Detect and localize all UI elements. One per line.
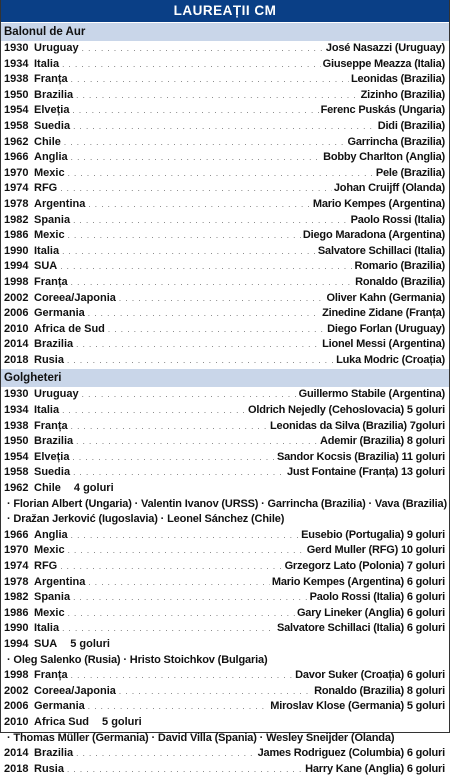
player-name: Johan Cruijff (Olanda) <box>333 182 445 195</box>
year: 1978 <box>4 197 29 210</box>
scorers-list-text: · Oleg Salenko (Rusia) · Hristo Stoichkov (Bulgaria) <box>7 653 268 666</box>
year: 1986 <box>4 606 29 619</box>
table-row <box>1 57 449 73</box>
year: 2018 <box>4 353 29 366</box>
player-name: Ronaldo (Brazilia) <box>355 275 445 288</box>
dot-leader <box>73 119 376 135</box>
dot-leader <box>88 306 320 322</box>
host-country: Suedia <box>34 119 71 132</box>
host-country: Italia <box>34 57 60 70</box>
year: 1982 <box>4 591 29 604</box>
year: 2018 <box>4 762 29 775</box>
table-row <box>1 419 449 435</box>
dot-leader <box>76 746 256 762</box>
year: 1994 <box>4 260 29 273</box>
player-name: Diego Forlan (Uruguay) <box>327 322 445 335</box>
table-row <box>1 135 449 151</box>
player-name: Ferenc Puskás (Ungaria) <box>320 104 445 117</box>
table-row <box>1 465 449 481</box>
dot-leader <box>72 103 318 119</box>
year: 1998 <box>4 669 29 682</box>
host-country: Coreea/Japonia <box>34 684 116 697</box>
host-country: Anglia <box>34 151 68 164</box>
player-name: Didi (Brazilia) <box>377 119 445 132</box>
dot-leader <box>64 135 346 151</box>
dot-leader <box>73 590 308 606</box>
year: 1990 <box>4 244 29 257</box>
host-country: Italia <box>34 404 60 417</box>
table-row <box>1 528 449 544</box>
host-country: Africa de Sud <box>34 322 105 335</box>
table-row <box>1 72 449 88</box>
host-country: Mexic <box>34 544 65 557</box>
table-row <box>1 668 449 684</box>
table-row <box>1 387 449 403</box>
goals-count: 5 goluri <box>102 715 142 728</box>
dot-leader <box>62 403 246 419</box>
dot-leader <box>67 762 303 777</box>
year: 1974 <box>4 560 29 572</box>
year: 1962 <box>4 135 29 148</box>
host-country: Mexic <box>34 229 65 242</box>
table-row <box>1 275 449 291</box>
host-country: Spania <box>34 591 71 604</box>
host-country: Mexic <box>34 166 65 179</box>
host-country: Brazilia <box>34 88 74 101</box>
player-name: Oldrich Nejedly (Cehoslovacia) 5 goluri <box>248 404 445 417</box>
year: 2006 <box>4 700 29 713</box>
goals-count: 5 goluri <box>70 637 110 650</box>
player-name: Bobby Charlton (Anglia) <box>323 151 445 164</box>
table-row <box>1 590 449 606</box>
player-name: Ademir (Brazilia) 8 goluri <box>320 435 445 448</box>
host-country: Elveția <box>34 104 70 117</box>
player-name: Garrincha (Brazilia) <box>347 135 445 148</box>
table-row <box>1 762 449 777</box>
year: 1966 <box>4 528 29 541</box>
section-heading-top-scorers: Golgheteri <box>1 369 449 387</box>
dot-leader <box>119 684 312 700</box>
player-name: Romario (Brazilia) <box>354 260 445 273</box>
dot-leader <box>71 668 294 684</box>
host-country: Chile <box>34 482 61 495</box>
host-country: Anglia <box>34 528 68 541</box>
table-row <box>1 259 449 275</box>
player-name: Zizinho (Brazilia) <box>360 88 445 101</box>
dot-leader <box>82 41 324 57</box>
player-name: Leonidas (Brazilia) <box>351 73 445 86</box>
continuation-row <box>1 512 449 528</box>
year: 1970 <box>4 544 29 557</box>
year: 1974 <box>4 182 29 195</box>
player-name: Davor Suker (Croația) 6 goluri <box>295 669 445 682</box>
dot-leader <box>67 353 334 369</box>
table-row <box>1 606 449 622</box>
dot-leader <box>68 606 295 622</box>
host-country: Rusia <box>34 762 64 775</box>
player-name: Mario Kempes (Argentina) <box>312 197 445 210</box>
table-row <box>1 119 449 135</box>
host-country: Rusia <box>34 353 64 366</box>
host-country: Coreea/Japonia <box>34 291 116 304</box>
year: 2014 <box>4 338 29 351</box>
player-name: Luka Modric (Croația) <box>336 353 445 366</box>
year: 2006 <box>4 307 29 320</box>
player-name: Eusebio (Portugalia) 9 goluri <box>301 528 445 541</box>
host-country: Spania <box>34 213 71 226</box>
year: 1998 <box>4 275 29 288</box>
player-name: Sandor Kocsis (Brazilia) 11 goluri <box>276 450 445 463</box>
dot-leader <box>62 621 275 637</box>
dot-leader <box>88 197 311 213</box>
player-name: Gary Lineker (Anglia) 6 goluri <box>296 606 445 619</box>
table-row <box>1 403 449 419</box>
year: 1990 <box>4 622 29 635</box>
year: 1966 <box>4 151 29 164</box>
dot-leader <box>108 322 325 338</box>
dot-leader <box>68 166 374 182</box>
host-country: Suedia <box>34 466 71 479</box>
year: 1982 <box>4 213 29 226</box>
year: 1950 <box>4 435 29 448</box>
player-name: Paolo Rossi (Italia) 6 goluri <box>309 591 445 604</box>
table-row <box>1 88 449 104</box>
host-country: Brazilia <box>34 338 74 351</box>
host-country: Italia <box>34 622 60 635</box>
year: 2010 <box>4 322 29 335</box>
dot-leader <box>71 419 268 435</box>
dot-leader <box>71 72 349 88</box>
table-row <box>1 197 449 213</box>
year: 1954 <box>4 104 29 117</box>
player-name: Zinedine Zidane (Franța) <box>322 307 445 320</box>
dot-leader <box>62 57 321 73</box>
dot-leader <box>76 88 358 104</box>
table-row <box>1 337 449 353</box>
year: 2010 <box>4 715 29 728</box>
year: 1954 <box>4 450 29 463</box>
dot-leader <box>71 150 321 166</box>
year: 1950 <box>4 88 29 101</box>
dot-leader <box>72 450 275 466</box>
table-row <box>1 450 449 466</box>
table-row <box>1 637 449 653</box>
host-country: Chile <box>34 135 61 148</box>
table-row <box>1 543 449 559</box>
year: 1986 <box>4 229 29 242</box>
player-name: Oliver Kahn (Germania) <box>326 291 445 304</box>
scorers-list-text: · Florian Albert (Ungaria) · Valentin Ivanov (URSS) · Garrincha (Brazilia) · Vava (Brazilia) <box>6 497 447 510</box>
table-row <box>1 41 449 57</box>
host-country: Brazilia <box>34 435 74 448</box>
host-country: Africa Sud <box>34 715 90 728</box>
table-row <box>1 181 449 197</box>
table-row <box>1 291 449 307</box>
dot-leader <box>73 213 349 229</box>
dot-leader <box>68 228 301 244</box>
year: 1934 <box>4 404 29 417</box>
dot-leader <box>119 291 325 307</box>
player-name: Pele (Brazilia) <box>375 166 445 179</box>
dot-leader <box>76 434 318 450</box>
player-name: Miroslav Klose (Germania) 5 goluri <box>270 700 445 713</box>
player-name: Just Fontaine (Franța) 13 goluri <box>286 466 445 479</box>
table-row <box>1 575 449 591</box>
golden-ball-list <box>1 41 449 368</box>
year: 1958 <box>4 466 29 479</box>
table-row <box>1 103 449 119</box>
year: 1938 <box>4 419 29 432</box>
continuation-row <box>1 653 449 669</box>
player-name: José Nasazzi (Uruguay) <box>325 42 445 54</box>
dot-leader <box>62 244 316 260</box>
year: 1970 <box>4 166 29 179</box>
host-country: Uruguay <box>34 42 79 54</box>
dot-leader <box>82 387 297 403</box>
player-name: Leonidas da Silva (Brazilia) 7goluri <box>270 419 445 432</box>
table-row <box>1 322 449 338</box>
host-country: Uruguay <box>34 388 79 401</box>
host-country: Argentina <box>34 575 86 588</box>
dot-leader <box>76 337 320 353</box>
host-country: Brazilia <box>34 747 74 760</box>
table-row <box>1 150 449 166</box>
player-name: Harry Kane (Anglia) 6 goluri <box>305 762 445 775</box>
scorers-list-text: · Dražan Jerković (Iugoslavia) · Leonel Sánchez (Chile) <box>7 513 285 526</box>
dot-leader <box>60 559 282 575</box>
table-row <box>1 244 449 260</box>
year: 2014 <box>4 747 29 760</box>
dot-leader <box>68 543 305 559</box>
year: 2002 <box>4 291 29 304</box>
year: 2002 <box>4 684 29 697</box>
dot-leader <box>88 575 270 591</box>
dot-leader <box>71 528 299 544</box>
host-country: Elveția <box>34 450 70 463</box>
year: 1958 <box>4 119 29 132</box>
player-name: Gerd Muller (RFG) 10 goluri <box>306 544 445 557</box>
player-name: Giuseppe Meazza (Italia) <box>322 57 445 70</box>
scorers-list-text: · Thomas Müller (Germania) · David Villa (Spania) · Wesley Sneijder (Olanda) <box>7 731 395 744</box>
year: 1930 <box>4 42 29 54</box>
host-country: Franța <box>34 669 68 682</box>
host-country: Germania <box>34 700 85 713</box>
dot-leader <box>60 181 332 197</box>
year: 1938 <box>4 73 29 86</box>
table-row <box>1 228 449 244</box>
year: 1994 <box>4 637 29 650</box>
continuation-row <box>1 497 450 513</box>
host-country: SUA <box>34 637 58 650</box>
dot-leader <box>73 465 285 481</box>
dot-leader <box>71 275 353 291</box>
host-country: SUA <box>34 260 58 273</box>
table-row <box>1 715 449 731</box>
player-name: Ronaldo (Brazilia) 8 goluri <box>314 684 445 697</box>
table-row <box>1 621 449 637</box>
player-name: Salvatore Schillaci (Italia) 6 goluri <box>276 622 445 635</box>
player-name: Mario Kempes (Argentina) 6 goluri <box>271 575 445 588</box>
host-country: Mexic <box>34 606 65 619</box>
host-country: Franța <box>34 419 68 432</box>
year: 1930 <box>4 388 29 401</box>
table-row <box>1 306 449 322</box>
table-row <box>1 213 449 229</box>
table-row <box>1 434 449 450</box>
player-name: James Rodriguez (Columbia) 6 goluri <box>257 747 445 760</box>
host-country: Franța <box>34 275 68 288</box>
goals-count: 4 goluri <box>73 482 114 495</box>
dot-leader <box>60 259 352 275</box>
year: 1962 <box>4 482 29 495</box>
player-name: Lionel Messi (Argentina) <box>322 338 445 351</box>
table-row <box>1 559 449 575</box>
player-name: Grzegorz Lato (Polonia) 7 goluri <box>284 560 445 572</box>
dot-leader <box>88 699 269 715</box>
year: 1934 <box>4 57 29 70</box>
host-country: Italia <box>34 244 60 257</box>
player-name: Salvatore Schillaci (Italia) <box>317 244 445 257</box>
host-country: Argentina <box>34 197 86 210</box>
page-title: LAUREAȚII CM <box>1 0 449 22</box>
host-country: RFG <box>34 560 58 572</box>
table-row <box>1 353 449 369</box>
table-row <box>1 699 449 715</box>
table-row <box>1 166 449 182</box>
player-name: Guillermo Stabile (Argentina) <box>298 388 445 401</box>
host-country: Germania <box>34 307 85 320</box>
section-heading-golden-ball: Balonul de Aur <box>1 23 449 41</box>
table-row <box>1 684 449 700</box>
top-scorers-list <box>1 387 449 777</box>
player-name: Paolo Rossi (Italia) <box>350 213 445 226</box>
host-country: Franța <box>34 73 68 86</box>
host-country: RFG <box>34 182 58 195</box>
player-name: Diego Maradona (Argentina) <box>302 229 445 242</box>
table-row <box>1 481 449 497</box>
table-row <box>1 746 449 762</box>
year: 1978 <box>4 575 29 588</box>
